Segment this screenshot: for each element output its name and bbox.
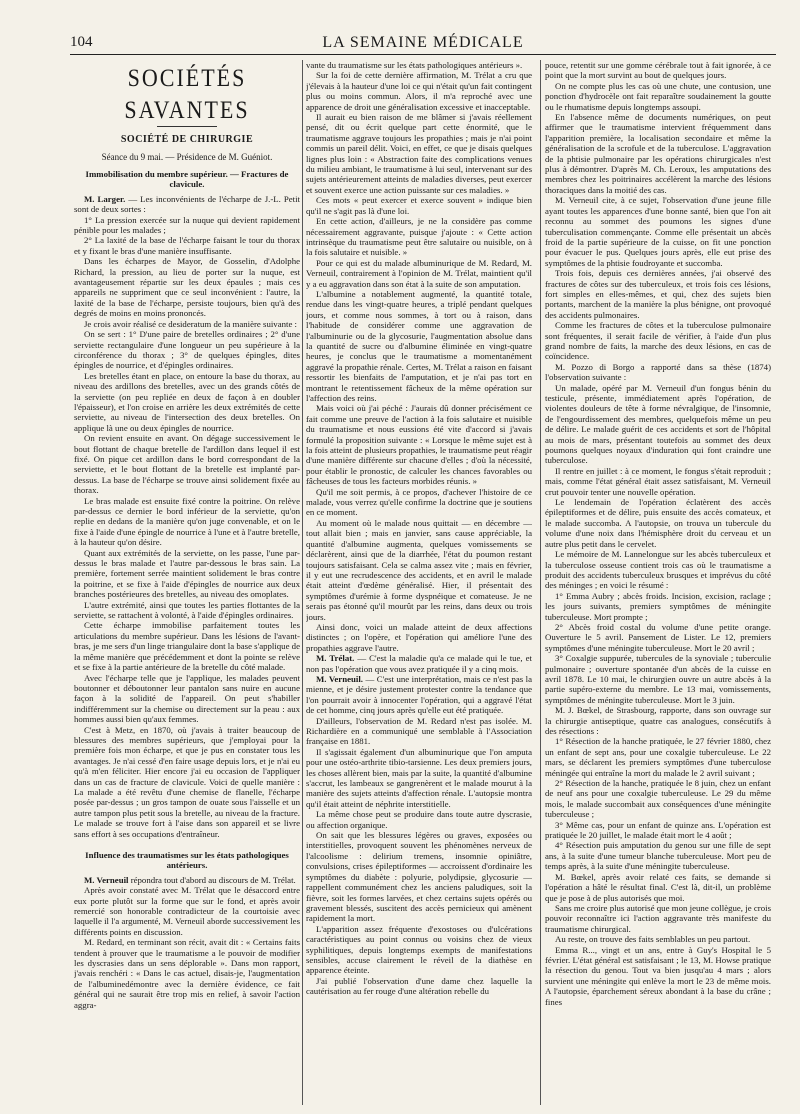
paragraph: Quant aux extrémités de la serviette, on les passe, l'une par-dessus le bras malade et l'autre par-dessous le bras sain. La première, fortement serrée maintient solidement le bras contre la poitrine, et se fixe à l'aide d'épingles de nourrice aux deux branches postérieures des bretelles, au niveau des omoplates. [74,547,300,600]
paragraph: 1° Emma Aubry ; abcès froids. Incision, excision, raclage ; les jours suivants, premiers symptômes de méningite tuberculeuse. Mort prompte ; [545,590,771,622]
column-3 [545,60,771,1105]
paragraph: On revient ensuite en avant. On dégage successivement le bout flottant de chaque bretelle de l'ardillon dans lequel il est fixé. On pique cet ardillon dans le bord correspondant de la serviette, et le bout flottant de la bretelle est implanté par-dessus. La base de l'écharpe se trouve ainsi solidement fixée au thorax. [74,433,300,496]
paragraph: En l'absence même de documents numériques, on peut affirmer que le traumatisme intervient fréquemment dans l'apparition première, la localisation secondaire et même la généralisation de la scrofule et de la tuberculose. L'aggravation de la phtisie pulmonaire par les opérations chirurgicales n'est plus à démontrer. D'après M. Ch. Leroux, les amputations des membres chez les poitrinaires accélèrent la marche des lésions thoraciques dans la moitié des cas. [545,112,771,195]
paragraph: On sait que les blessures légères ou graves, exposées ou interstitielles, provoquent souvent les phénomènes nerveux de l'alcoolisme : delirium tremens, insomnie opiniâtre, convulsions, crises épileptiformes — accroissent d'ordinaire les symptômes du diabète : polyurie, polydipsie, glycosurie — rappellent communément chez les anciens paludiques, soit la fièvre, soit les formes larvées, et chez certains sujets opérés ou gravement blessés, suscitent des accès pernicieux qui amènent rapidement la mort. [306,830,532,924]
paragraph: M. Verneuil cite, à ce sujet, l'observation d'une jeune fille ayant toutes les apparences d'une bonne santé, bien que l'on ait reconnu au sommet des poumons les signes d'une tuberculisation commençante. Comme elle présentait un abcès froid de la partie supérieure de la cuisse, on fit une ponction pour évacuer le pus. Quelques jours après, elle eut prise des symptômes de la phtisie foudroyante et succomba. [545,195,771,268]
paragraph: 3° Coxalgie suppurée, tubercules de la synoviale ; tuberculie pulmonaire ; ouverture spontanée d'un abcès de la cuisse en avril 1878. Le 10 mai, le chirurgien ouvre un autre abcès à la partie supéro-externe du membre. Le 13 mai, vomissements, symptômes de méningite tuberculeuse. Mort le 3 juin. [545,653,771,705]
paragraph: Il s'agissait également d'un albuminurique que l'on amputa pour une ostéo-arthrite tibio-tarsienne. Les deux premiers jours, les choses allèrent bien, mais par la suite, la quantité d'albumine s'accrut, les lambeaux se gangrenèrent et le malade mourut à la manière des sujets atteints d'affection rénale. L'autopsie montra qu'il était atteint de néphrite interstitielle. [306,746,532,809]
page-header [70,30,776,55]
paragraph: Qu'il me soit permis, à ce propos, d'achever l'histoire de ce malade, vous verrez qu'elle confirme la doctrine que je soutiens en ce moment. [306,486,532,518]
article-heading: Influence des traumatismes sur les états pathologiques antérieurs. [85,850,289,871]
paragraph: Dans les écharpes de Mayor, de Gosselin, d'Adolphe Richard, la pression, au lieu de porter sur la nuque, est avantageusement répartie sur les deux épaules ; mais ces appareils ne suppriment que ce seul inconvénient : l'autre, la laxité de la base de l'écharpe, persiste toujours, bien qu'à des degrés de moins en moins prononcés. [74,256,300,319]
paragraph-text: — C'est la maladie qu'a ce malade qui le tue, et non pas l'opération que vous avez pratiquée il y a cinq mois. [306,653,532,674]
session-line: Séance du 9 mai. — Présidence de M. Guéniot. [101,152,273,162]
paragraph: 2° Abcès froid costal du volume d'une petite orange. Ouverture le 5 avril. Pansement de Lister. Le 12, premiers symptômes d'une méningite tuberculeuse. Mort le 20 avril ; [545,621,771,653]
speaker-name: M. Larger. [84,193,126,204]
paragraph: Ainsi donc, voici un malade atteint de deux affections distinctes ; on l'opère, et l'opération qui améliore l'une des propathies aggrave l'autre. [306,621,532,653]
paragraph: Cette écharpe immobilise parfaitement toutes les articulations du membre supérieur. Dans les lésions de l'avant-bras, je me sers d'un linge triangulaire dont la base s'applique de la même manière que précédemment et dont la pointe se relève et se fixe à la partie antérieure de la bretelle du côté malade. [74,620,300,673]
column-1 [74,60,300,1105]
paragraph: C'est à Metz, en 1870, où j'avais à traiter beaucoup de blessures des membres supérieurs, que j'employai pour la première fois mon écharpe, et que je pus en constater tous les avantages. Je n'ai cessé d'en faire usage depuis lors, et je n'ai eu qu'à m'en féliciter. Hier encore j'ai eu occasion de l'appliquer dans un cas de fracture de clavicule. Voici de quelle manière : La malade a été revêtu d'une chemise de flanelle, l'écharpe posée par-dessus ; un gros tampon de ouate sous l'aisselle et un autre tampon plus petit sous la bretelle, au niveau de la fracture. Le malade se trouve fort à l'aise dans son appareil et se livre sans effort à ses occupations d'entraîneur. [74,724,300,839]
paragraph-text: — Les inconvénients de l'écharpe de J.-L. Petit sont de deux sortes : [74,193,300,215]
page-number: 104 [70,34,93,50]
paragraph [74,194,300,215]
paragraph: Sur la foi de cette dernière affirmation, M. Trélat a cru que j'élevais à la hauteur d'une loi ce qui n'était qu'un fait contingent plus ou moins commun. Alors, il m'a reproché avec une apparence de droit une généralisation excessive et inacceptable. [306,70,532,112]
paragraph: Je crois avoir réalisé ce desideratum de la manière suivante : [84,318,297,329]
paragraph: Avec l'écharpe telle que je l'applique, les malades peuvent boutonner et déboutonner leur pantalon sans nuire en aucune façon à la solidité de l'appareil. On peut s'habiller indifféremment sur la chemise ou directement sur la peau : aux hommes aussi bien qu'aux femmes. [74,672,300,725]
paragraph: 2° La laxité de la base de l'écharpe faisant le tour du thorax et y fixant le bras d'une manière insuffisante. [74,235,300,256]
paragraph: Il aurait eu bien raison de me blâmer si j'avais réellement pensé, dit ou écrit quelque part cette énormité, que le traumatisme aggrave toujours les propathies ; mais je n'ai point commis un pareil délit. Voici, en effet, ce que je disais quelques lignes plus loin : « Abstraction faite des complications venues du milieu ambiant, le traumatisme à lui seul, intervenant sur des sujets antérieurement atteints de maladies diverses, peut exercer et souvent exerce une action puissante sur ces maladies. » [306,112,532,195]
section-title: SOCIÉTÉS SAVANTES [124,62,250,124]
paragraph: Le lendemain de l'opération éclatèrent des accès épileptiformes et de délire, puis ensuite des accès comateux, et le malade succomba. A l'autopsie, on trouva un tubercule du volume d'une noix dans l'hémisphère droit du cerveau et un autre plus petit dans le cervelet. [545,497,771,549]
paragraph: vante du traumatisme sur les états pathologiques antérieurs ». [306,60,523,70]
paragraph: En cette action, d'ailleurs, je ne la considère pas comme nécessairement aggravante, puisque j'ajoute : « Cette action intrinsèque du traumatisme peut être salutaire ou nuisible, on à la fois salutaire et nuisible. » [306,216,532,258]
paragraph [74,875,300,885]
journal-title: LA SEMAINE MÉDICALE [322,34,524,51]
paragraph: 3° Même cas, pour un enfant de quinze ans. L'opération est pratiquée le 20 juillet, le malade était mort le 4 août ; [545,819,771,841]
column-divider [540,60,541,1105]
paragraph: 2° Résection de la hanche, pratiquée le 8 juin, chez un enfant de neuf ans pour une coxalgie tuberculeuse. Le 29 du même mois, le malade succombait aux conséquences d'une méningite tuberculeuse ; [545,778,771,820]
paragraph: M. Pozzo di Borgo a rapporté dans sa thèse (1874) l'observation suivante : [545,361,771,383]
paragraph: Mais voici où j'ai péché : J'aurais dû donner précisément ce fait comme une preuve de l'action à la fois salutaire et nuisible du traumatisme et nous eussions été vite d'accord si j'avais formulé la proposition suivante : « Lorsque le même sujet est à la fois atteint de plusieurs propathies, le traumatisme peut réagir d'une manière différente sur chacune d'elles ; d'où la nécessité, pour établir le pronostic, de calculer les chances favorables ou fâcheuses de tous les facteurs morbides réunis. » [306,403,532,487]
paragraph: Le mémoire de M. Lannelongue sur les abcès tuberculeux et la tuberculose osseuse contient trois cas où le traumatisme a produit des accidents tuberculeux brusques et imprévus du côté des méninges ; en voici le résumé : [545,549,771,591]
paragraph: La même chose peut se produire dans toute autre dyscrasie, ou affection organique. [306,809,532,830]
paragraph [306,674,532,716]
paragraph: Après avoir constaté avec M. Trélat que le désaccord entre eux porte plutôt sur la forme que sur le fond, et après avoir remercié son honorable contradicteur de la courtoisie avec laquelle il l'a argumenté, M. Verneuil aborde successivement les différents points en discussion. [74,885,300,937]
paragraph: Ces mots « peut exercer et exerce souvent » indique bien qu'il ne s'agit pas là d'une loi. [306,195,532,216]
paragraph: 1° Résection de la hanche pratiquée, le 27 février 1880, chez un enfant de sept ans, pour une coxalgie tuberculeuse. Le 22 mars, se déclarent les premiers symptômes d'une tuberculose méningée qui entraîne la mort du malade le 2 avril suivant ; [545,736,771,778]
paragraph: L'apparition assez fréquente d'exostoses ou d'ulcérations caractéristiques au point connus ou voisins chez de vieux syphilitiques, depuis longtemps exempts de manifestations sensibles, accuse clairement le réveil de la diathèse en apparence éteinte. [306,923,532,976]
paragraph: Pour ce qui est du malade albuminurique de M. Redard, M. Verneuil, contrairement à l'opinion de M. Trélat, maintient qu'il y a eu aggravation dans son état à la suite de son amputation. [306,257,532,289]
paragraph: Au moment où le malade nous quittait — en décembre — tout allait bien ; mais en janvier, sans cause appréciable, la quantité d'albumine augmenta, quelques vomissements se déclarèrent, ainsi que de la diarrhée, l'état du poumon restant toujours satisfaisant. Cela se calma assez vite ; mais en février, il y eut une recrudescence des accidents, et en avril le malade était atteint d'œdème généralisé. Hier, il présentait des symptômes d'urémie à forme dyspnéique et comateuse. Je ne serais pas étonné qu'il mourût par les reins, dans deux ou trois jours. [306,517,532,622]
speaker-name: M. Verneuil [84,874,129,885]
paragraph: M. J. Bœkel, de Strasbourg, rapporte, dans son ouvrage sur la chirurgie antiseptique, quatre cas analogues, consécutifs à des résections : [545,705,771,736]
paragraph: 1° La pression exercée sur la nuque qui devient rapidement pénible pour les malades ; [74,214,300,236]
paragraph: On se sert : 1° D'une paire de bretelles ordinaires ; 2° d'une serviette rectangulaire d'une longueur un peu supérieure à la circonférence du thorax ; 3° de quelques épingles, dites épingles de nourrice, et d'épingles ordinaires. [74,329,300,371]
paragraph: Sans me croire plus autorisé que mon jeune collègue, je crois pouvoir reconnaître ici l'action aggravante très manifeste du traumatisme chirurgical. [545,902,771,934]
paragraph: M. Bœkel, après avoir relaté ces faits, se demande si l'opération a hâté le résultat final. C'est là, dit-il, un problème que je pose à de plus autorisés que moi. [545,871,771,903]
paragraph: Il rentre en juillet : à ce moment, le fongus s'était reproduit ; mais, comme l'état général était assez satisfaisant, M. Verneuil crut pouvoir tenter une nouvelle opération. [545,465,771,497]
paragraph: On ne compte plus les cas où une chute, une contusion, une ponction d'hydrocèle ont fait reparaître soudainement la goutte ou le rhumatisme depuis longtemps assoupi. [545,80,771,112]
paragraph: L'albumine a notablement augmenté, la quantité totale, rendue dans les vingt-quatre heures, a triplé pendant quelques jours, et comme nous sommes, à tort ou à raison, dans l'habitude de considérer comme une aggravation de l'albuminurie ou de la glycosurie, l'augmentation absolue dans la quantité de sucre ou d'albumine éliminée en vingt-quatre heures, je conclus que le traumatisme a momentanément aggravé la propathie rénale. Certes, M. Trélat a raison en faisant ressortir les bienfaits de l'amputation, et je n'ai pas tort en montrant le retentissement fâcheux de la même opération sur l'affection des reins. [306,288,532,403]
speaker-name: M. Trélat. [316,653,355,664]
paragraph-text: — C'est une interprétation, mais ce n'est pas la mienne, et je désire justement protester contre la tendance que l'on pourrait avoir à innocenter l'opération, qui a aggravé l'état de cet homme, cinq jours après qu'elle eut été pratiquée. [306,673,532,716]
society-title: SOCIÉTÉ DE CHIRURGIE [120,134,254,145]
speaker-name: M. Verneuil. [316,673,363,684]
paragraph: Au reste, on trouve des faits semblables un peu partout. [555,934,751,945]
paragraph: Un malade, opéré par M. Verneuil d'un fongus bénin du testicule, présente, immédiatement après l'opération, de violentes douleurs de tête à forme névralgique, de l'insomnie, de l'engourdissement des membres, quelquefois même un peu de délire. Le malade guérit de ces accidents et sort de l'hôpital au mois de mars, présentant toutefois au sommet des deux poumons quelques noyaux d'induration qui font craindre une tuberculose. [545,382,771,466]
column-2 [306,60,532,1105]
paragraph-text: répondra tout d'abord au discours de M. Trélat. [130,874,296,885]
paragraph [306,653,532,674]
paragraph: M. Redard, en terminant son récit, avait dit : « Certains faits tendent à prouver que le traumatisme a le pouvoir de modifier les dyscrasies dans un sens déplorable ». Dans mon rapport, j'avais renchéri : « Dans le cas actuel, disais-je, l'augmentation de l'albuminedémontre avec la dernière évidence, ce fait général qui ne saurait être trop mis en relief, à savoir l'action aggra- [74,937,300,1010]
column-divider [302,60,303,1105]
paragraph: Comme les fractures de côtes et la tuberculose pulmonaire sont fréquentes, il serait facile de vérifier, à l'aide d'un plus grand nombre de faits, la marche des deux lésions, en cas de coïncidence. [545,320,771,362]
paragraph: Emma R..., vingt et un ans, entre à Guy's Hospital le 5 février. L'état général est satisfaisant ; le 13, M. Howse pratique la résection du genou. Tout va bien jusqu'au 4 mars ; alors survient une méningite qui enlève la mort le 23 de même mois. A l'autopsie, éparchement séreux abondant à la base du crâne ; fines [545,944,771,1007]
paragraph: L'autre extrémité, ainsi que toutes les parties flottantes de la serviette, se rattachent à volonté, à l'aide d'épingles ordinaires. [74,599,300,621]
paragraph: Les bretelles étant en place, on entoure la base du thorax, au niveau des ardillons des bretelles, avec un des grands côtés de la serviette (on peu repliée en deux de façon à en doubler l'épaisseur), et l'on croise en arrière les deux extrémités de cette serviette, au niveau de l'intersection des deux bretelles. On applique là une ou deux épingles de nourrice. [74,370,300,433]
paragraph: D'ailleurs, l'observation de M. Redard n'est pas isolée. M. Richardière en a communiqué une semblable à l'Association française en 1881. [306,715,532,747]
article-heading: Immobilisation du membre supérieur. — Fractures de clavicule. [85,169,289,190]
paragraph: J'ai publié l'observation d'une dame chez laquelle la cautérisation au fer rouge d'une altération rebelle du [306,975,532,997]
paragraph: Trois fois, depuis ces dernières années, j'ai observé des fractures de côtes sur des tuberculeux, et trois fois ces lésions, fort simples en elles-mêmes, et qui, chez des sujets bien portants, marchent de la manière la plus bénigne, ont provoqué des accidents pulmonaires. [545,268,771,320]
paragraph: pouce, retentit sur une gomme cérébrale tout à fait ignorée, à ce point que la mort survint au bout de quelques jours. [545,60,771,81]
paragraph: 4° Résection puis amputation du genou sur une fille de sept ans, à la suite d'une tumeur blanche tuberculeuse. Mort peu de temps après, à la suite d'une méningite tuberculeuse. [545,840,771,872]
paragraph: Le bras malade est ensuite fixé contre la poitrine. On relève par-dessus ce dernier le bord inférieur de la serviette, qu'on replie en dedans de la manière qu'on juge convenable, et on le fixe à l'aide d'une épingle de nourrice à l'une et à l'autre bretelle, à la hauteur qu'on désire. [74,495,300,548]
